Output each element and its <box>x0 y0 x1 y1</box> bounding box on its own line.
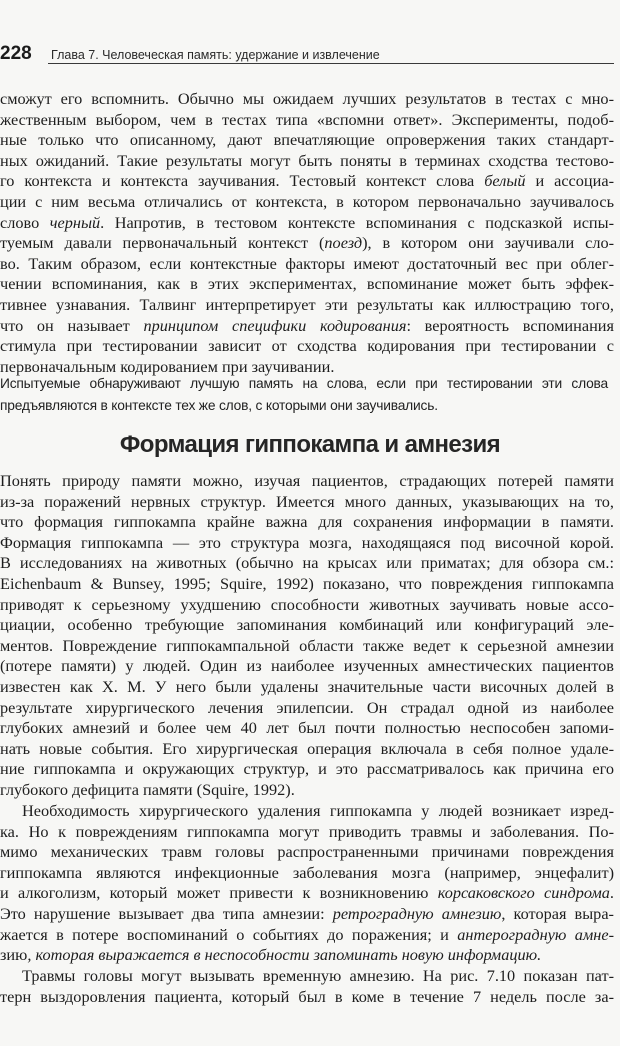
text-line: чении вспоминания, как в этих экспериментах, вспоминание может быть эффек- <box>0 274 614 294</box>
text-line: жается в потере воспоминаний о событиях до поражения; и антероградную амне- <box>0 924 614 944</box>
text-line: приводят к серьезному ухудшению способности животных заучивать новые ассо- <box>0 594 614 614</box>
text-line: глубоких амнезий и более чем 40 лет был почти полностью неспособен запоми- <box>0 718 614 738</box>
text-line: Необходимость хирургического удаления гиппокампа у людей возникает изред- <box>22 801 614 820</box>
emphasis-term: поезд <box>324 233 363 253</box>
text-line: Это нарушение вызывает два типа амнезии: ретроградную амнезию, которая выра- <box>0 903 614 923</box>
text-line: что формация гиппокампа крайне важна для сохранения информации в памяти. <box>0 512 614 532</box>
emphasis-term: корсаковского синдрома <box>437 883 610 903</box>
text-line: глубокого дефицита памяти (Squire, 1992). <box>0 779 295 799</box>
text-line: нать новые события. Его хирургическая операция включала в себя полное удале- <box>0 738 614 758</box>
text-line: зию, которая выражается в неспособности запоминать новую информацию. <box>0 945 542 965</box>
text-line: (потере памяти) у людей. Один из наиболее изученных амнестических пациентов <box>0 656 614 676</box>
text-line: ментов. Повреждение гиппокампальной области также ведет к серьезной амнезии <box>0 635 614 655</box>
emphasis-term: белый <box>484 171 526 191</box>
text-line: из-за поражений нервных структур. Имеется много данных, указывающих на то, <box>0 491 614 511</box>
text-line: ние гиппокампа и окружающих структур, и это рассматривалось как причина его <box>0 759 614 779</box>
paragraph-hippocampus-damage <box>0 801 614 966</box>
page-number: 228 <box>0 43 32 64</box>
text-line: жественным выбором, чем в тестах типа «вспомни ответ». Эксперименты, подоб- <box>0 109 614 129</box>
text-line: и алкоголизм, который может привести к возникновению корсаковского синдрома. <box>0 883 614 903</box>
text-line: Травмы головы могут вызывать временную амнезию. На рис. 7.10 показан пат- <box>22 966 614 985</box>
text-line: циации, особенно требующие запоминания комбинаций или конфигураций эле- <box>0 615 614 635</box>
text-line: известен как Х. М. У него были удалены значительные части височных долей в <box>0 676 614 696</box>
summary-statement <box>0 373 608 417</box>
text-line: терн выздоровления пациента, который был в коме в течение 7 недель после за- <box>0 986 614 1006</box>
paragraph-encoding-specificity <box>0 89 614 377</box>
text-line: Eichenbaum & Bunsey, 1995; Squire, 1992) показано, что повреждения гиппокампа <box>0 573 614 593</box>
emphasis-term: антероградную амне- <box>457 924 614 944</box>
text-line: гиппокампа являются инфекционные заболевания мозга (например, энцефалит) <box>0 862 614 882</box>
text-line: Формация гиппокампа — это структура мозга, находящаяся под височной корой. <box>0 532 614 552</box>
text-line: результате хирургического лечения эпилепсии. Он страдал одной из наиболее <box>0 697 614 717</box>
text-line: во. Таким образом, если контекстные факторы имеют достаточный вес при облег- <box>0 253 614 273</box>
emphasis-term: , которая выражается в неспособности запоминать новую информацию. <box>27 945 542 965</box>
text-line: В исследованиях на животных (обычно на крысах или приматах; для обзора см.: <box>0 553 614 573</box>
text-line: ных ожиданий. Такие результаты могут быть поняты в терминах сходства тестово- <box>0 150 614 170</box>
text-line: первоначальным кодированием при заучивании. <box>0 356 335 376</box>
running-title: Глава 7. Человеческая память: удержание и извлечение <box>51 48 380 62</box>
text-line: слово черный. Напротив, в тестовом контексте вспоминания с подсказкой испы- <box>0 212 615 232</box>
text-line: ции с ним весьма отличались от контекста, в котором первоначально заучивалось <box>0 191 614 211</box>
text-line: Испытуемые обнаруживают лучшую память на слова, если при тестировании эти слова <box>0 376 608 391</box>
text-line: ные только что описанному, дают впечатляющие опровержения таких стандарт- <box>0 130 614 150</box>
text-line: го контекста и контекста заучивания. Тестовый контекст слова белый и ассоциа- <box>0 171 614 191</box>
text-line: туемым давали первоначальный контекст (поезд), в котором они заучивали сло- <box>0 233 615 253</box>
emphasis-term: черный <box>49 212 101 232</box>
emphasis-term: ретроградную амнезию <box>332 903 502 923</box>
text-line: предъявляются в контексте тех же слов, с которыми они заучивались. <box>0 398 438 413</box>
text-line: тивнее узнавания. Талвинг интерпретирует эти результаты как иллюстрацию того, <box>0 294 614 314</box>
emphasis-term: принципом специфики кодирования <box>143 315 407 335</box>
text-line: мимо механических травм головы распространенными причинами повреждения <box>0 842 614 862</box>
header-rule <box>48 63 614 64</box>
text-line: ка. Но к повреждениям гиппокампа могут приводить травмы и заболевания. По- <box>0 821 614 841</box>
paragraph-hippocampus-intro <box>0 471 614 801</box>
text-line: сможут его вспомнить. Обычно мы ожидаем лучших результатов в тестах с мно- <box>0 89 614 108</box>
text-line: стимула при тестировании зависит от сходства кодирования при тестировании с <box>0 336 614 356</box>
paragraph-temporary-amnesia <box>0 966 614 1007</box>
text-line: что он называет принципом специфики кодирования: вероятность вспоминания <box>0 315 614 335</box>
text-line: Понять природу памяти можно, изучая пациентов, страдающих потерей памяти <box>0 471 614 490</box>
section-heading: Формация гиппокампа и амнезия <box>119 431 501 458</box>
